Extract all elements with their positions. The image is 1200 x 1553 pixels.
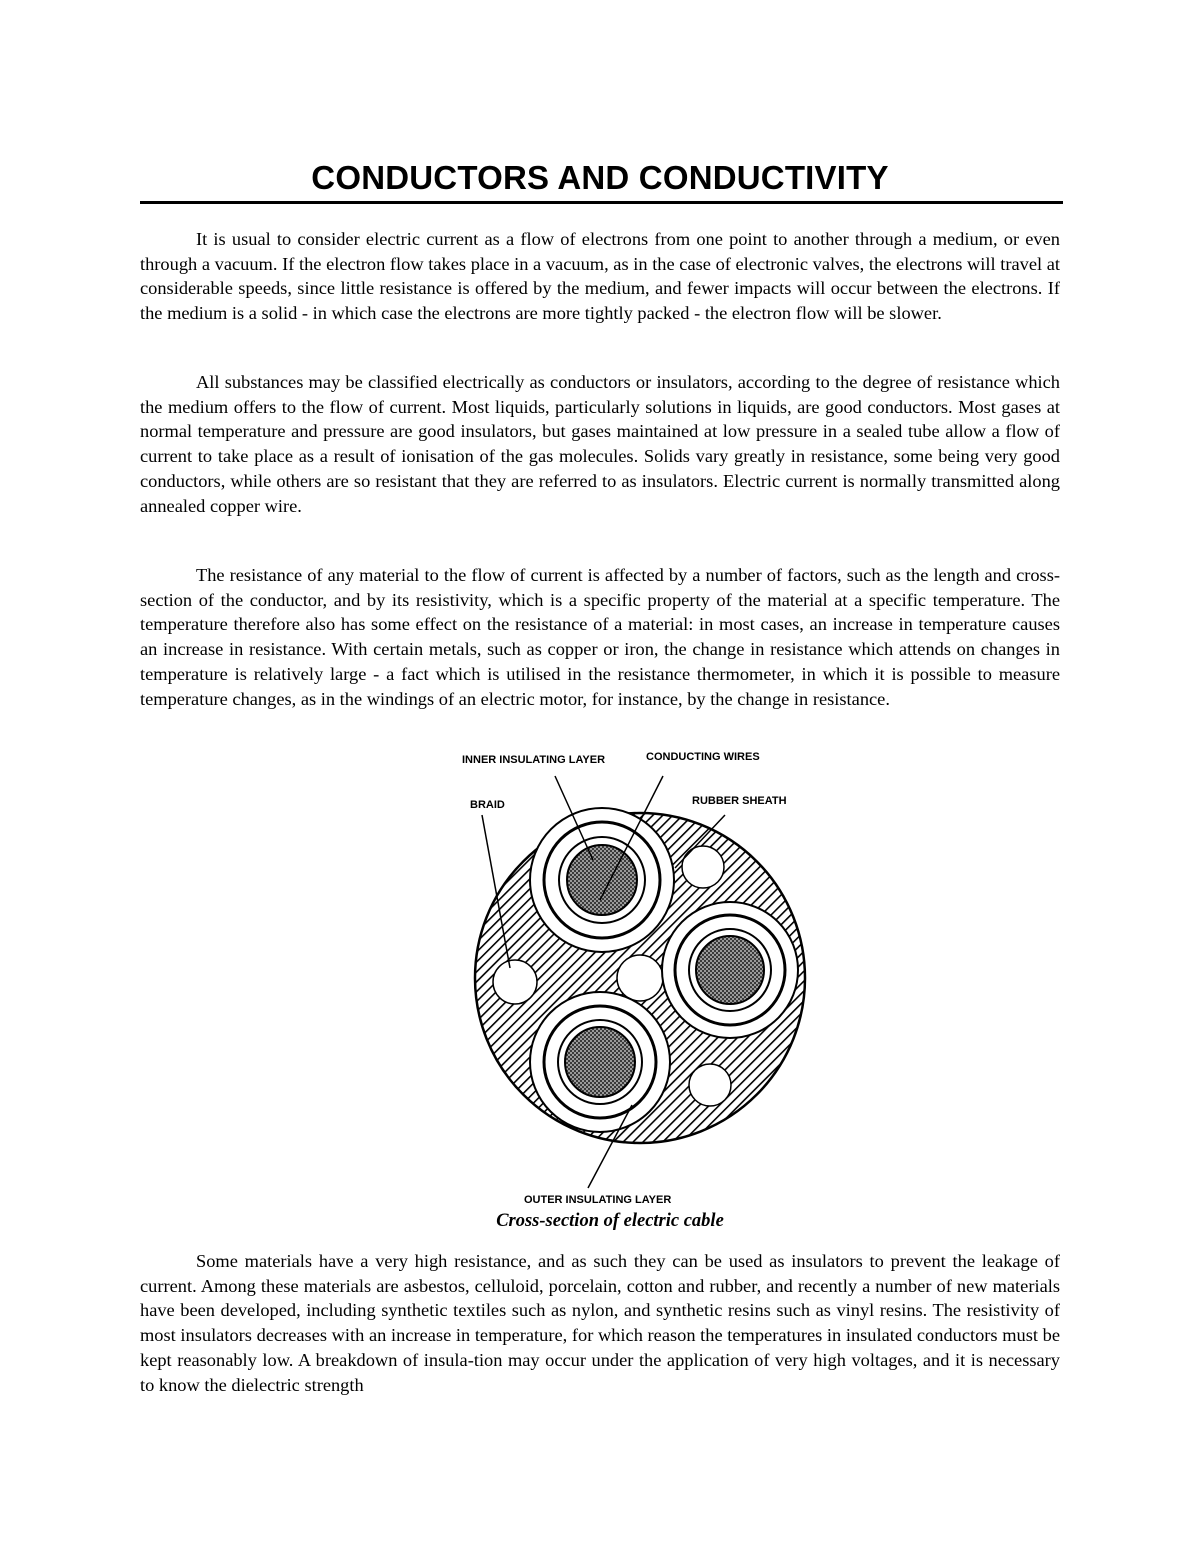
- label-rubber-sheath: RUBBER SHEATH: [692, 795, 787, 807]
- paragraph-insulator-materials: Some materials have a very high resistance, and as such they can be used as insulators to prevent the leakage of current. Among these materials are asbestos, celluloid, porcelain, cotton and rubber, and recently a number of new materials have been developed, including synthetic textiles such as nylon, and synthetic resins such as vinyl resins. The resistivity of most insulators decreases with an increase in temperature, for which reason the temperatures in insulated conductors must be kept reasonably low. A breakdown of insula-tion may occur under the application of very high voltages, and it is necessary to know the dielectric strength: [140, 1251, 1060, 1395]
- title-underline: [140, 201, 1063, 204]
- braid-filler: [493, 960, 537, 1004]
- figure-caption: Cross-section of electric cable: [496, 1211, 724, 1231]
- label-braid: BRAID: [470, 799, 505, 811]
- braid-filler: [617, 955, 663, 1001]
- conductor-lower: [530, 992, 670, 1132]
- cable-cross-section-figure: [440, 740, 820, 1220]
- braid-filler: [682, 846, 724, 888]
- label-outer-insulating-layer: OUTER INSULATING LAYER: [524, 1194, 672, 1206]
- conductor-upper: [530, 808, 674, 952]
- paragraph-conductors-insulators: All substances may be classified electrically as conductors or insulators, according to the degree of resistance which the medium offers to the flow of current. Most liquids, particularly solutions in liquids, are good conductors. Most gases at normal temperature and pressure are good insulators, but gases maintained at low pressure in a sealed tube allow a flow of current to take place as a result of ionisation of the gas molecules. Solids vary greatly in resistance, some being very good conductors, while others are so resistant that they are referred to as insulators. Electric current is normally transmitted along annealed copper wire.: [140, 372, 1060, 516]
- cable-diagram: [440, 740, 820, 1220]
- page-title: CONDUCTORS AND CONDUCTIVITY: [311, 159, 889, 196]
- braid-filler: [689, 1064, 731, 1106]
- label-inner-insulating-layer: INNER INSULATING LAYER: [462, 754, 606, 766]
- label-conducting-wires: CONDUCTING WIRES: [646, 751, 760, 763]
- conductor-right: [662, 902, 798, 1038]
- paragraph-resistance-factors: The resistance of any material to the flow of current is affected by a number of factors, such as the length and cross-section of the conductor, and by its resistivity, which is a specific property of the material at a specific temperature. The temperature therefore also has some effect on the resistance of a material: in most cases, an increase in temperature causes an increase in resistance. With certain metals, such as copper or iron, the change in resistance which attends on changes in temperature is relatively large - a fact which is utilised in the resistance thermometer, in which it is possible to measure temperature changes, as in the windings of an electric motor, for instance, by the change in resistance.: [140, 565, 1060, 709]
- paragraph-electron-flow: It is usual to consider electric current as a flow of electrons from one point to another through a medium, or even through a vacuum. If the electron flow takes place in a vacuum, as in the case of electronic valves, the electrons will travel at considerable speeds, since little resistance is offered by the medium, and fewer impacts will occur between the electrons. If the medium is a solid - in which case the electrons are more tightly packed - the electron flow will be slower.: [140, 229, 1060, 324]
